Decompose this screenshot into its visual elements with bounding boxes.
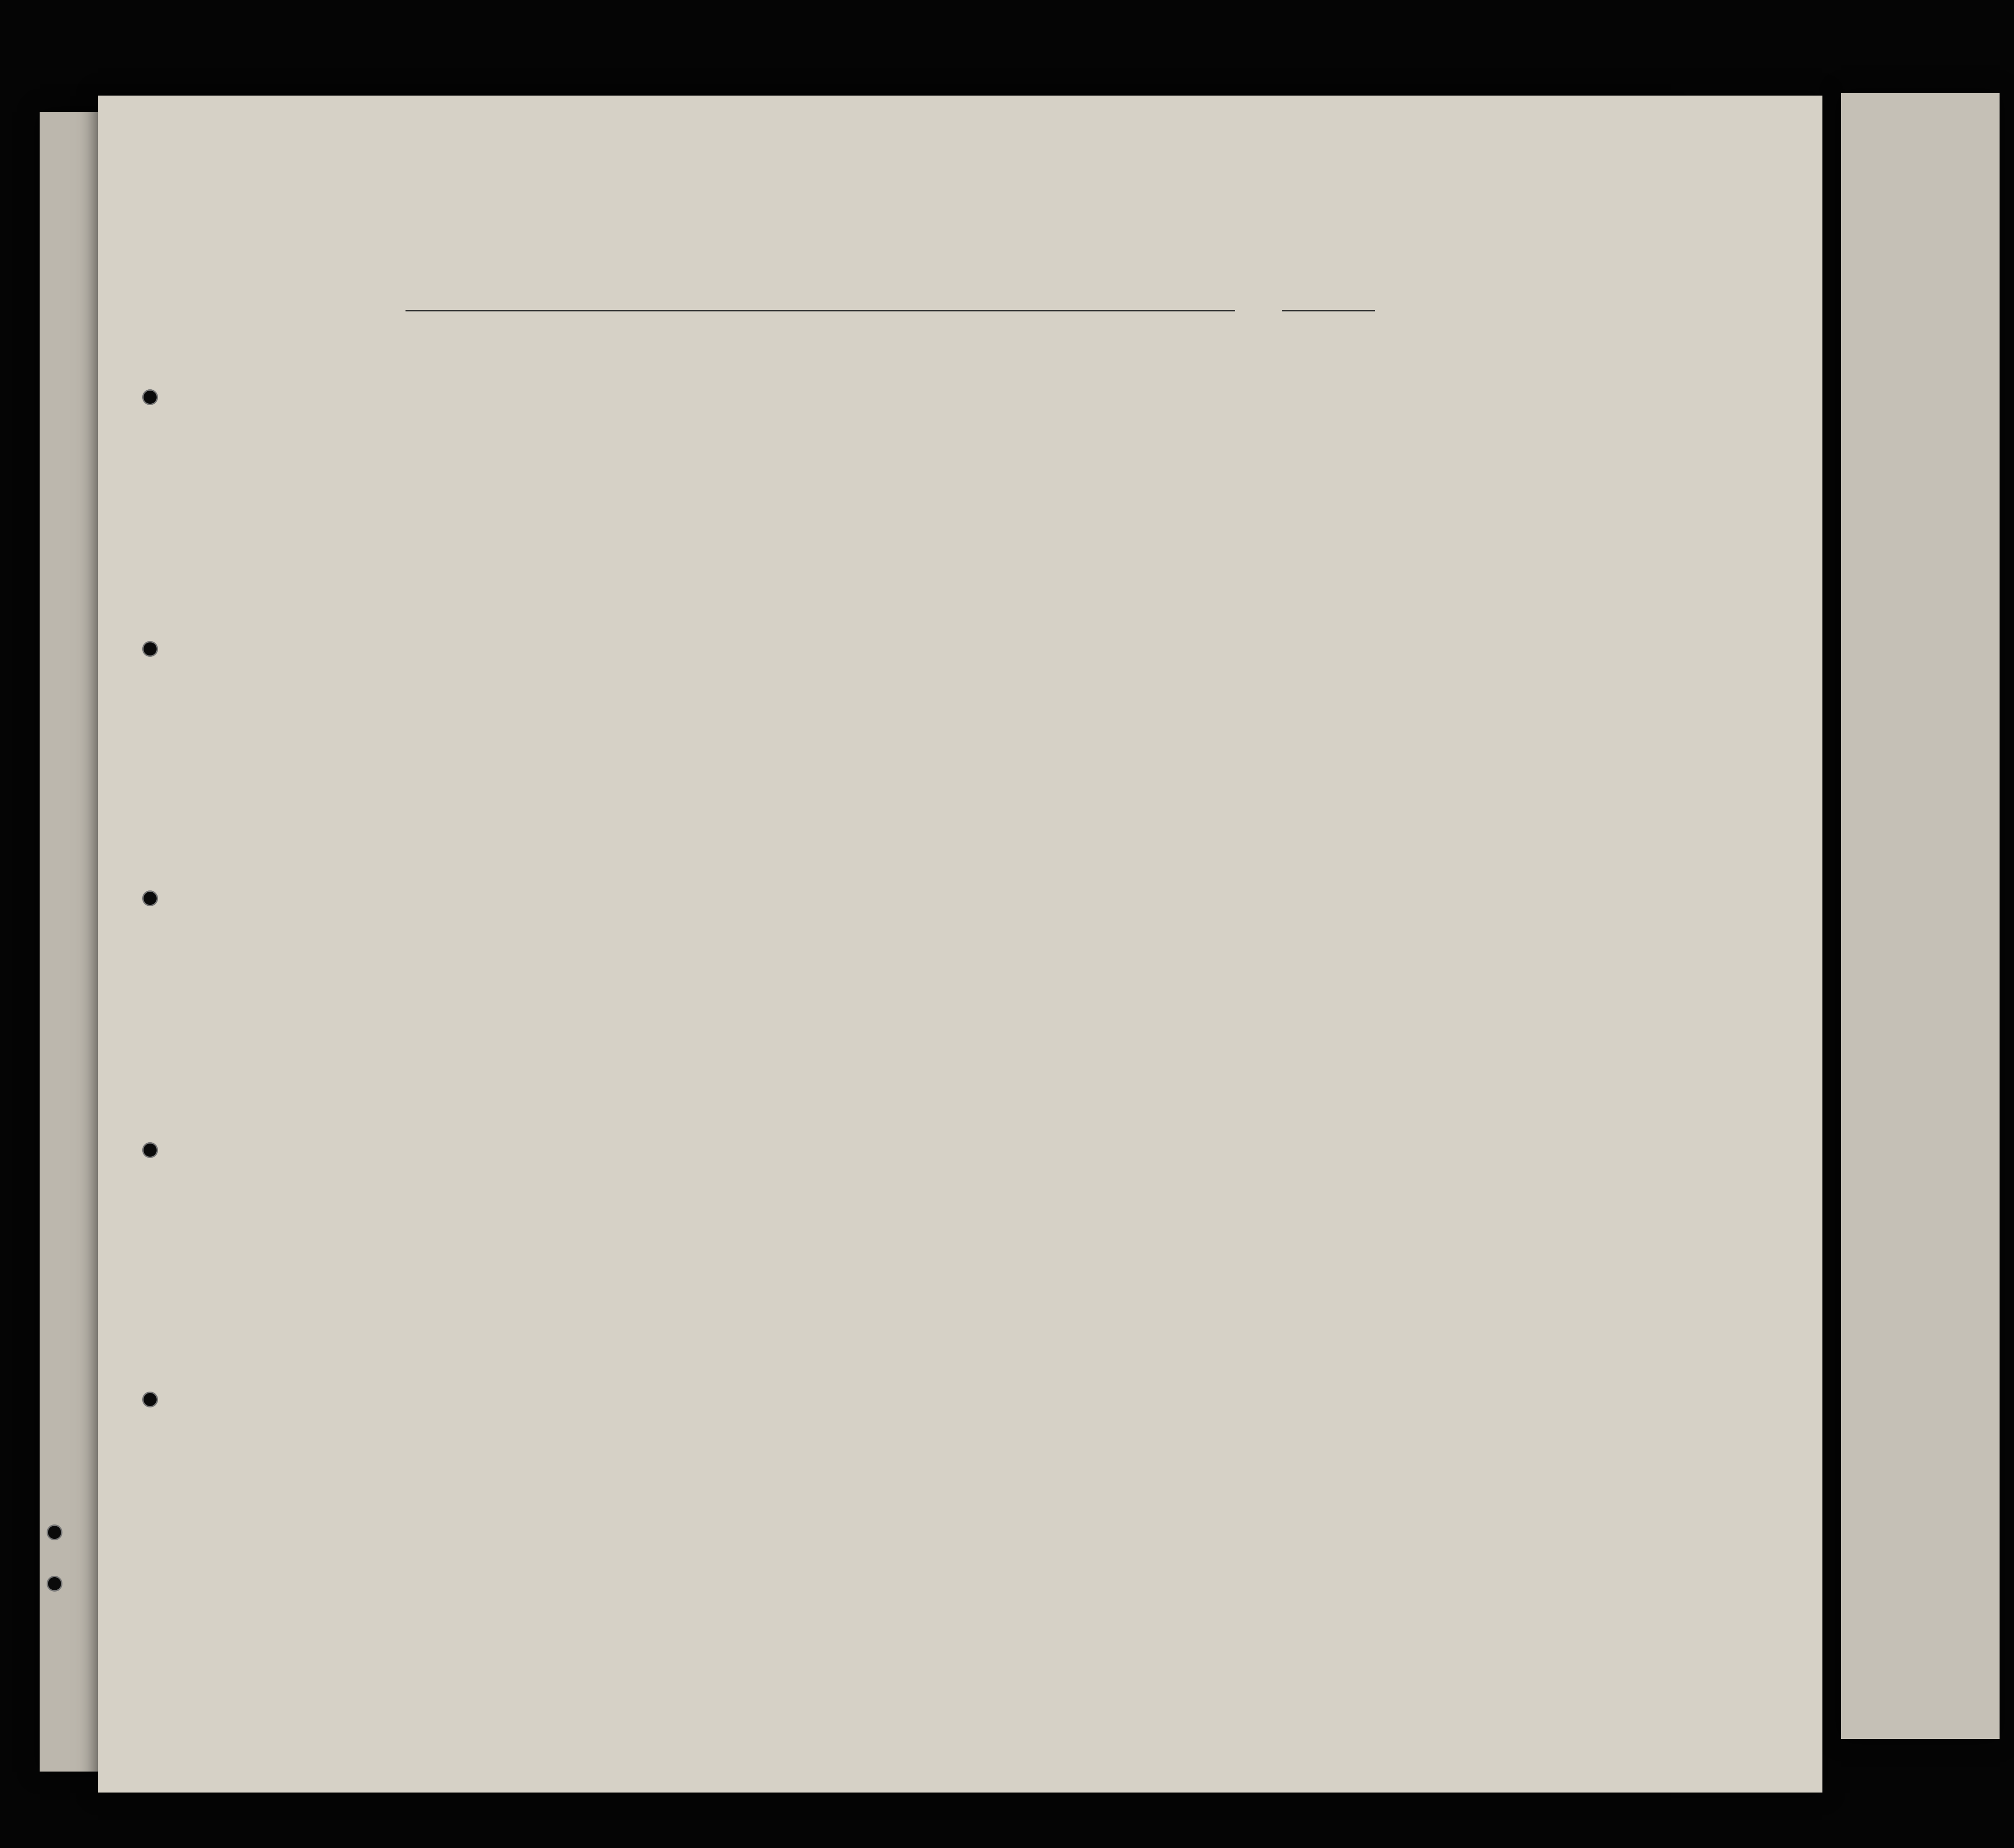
date-underline xyxy=(918,310,1235,311)
punch-hole xyxy=(142,890,158,906)
punch-hole xyxy=(47,1524,62,1540)
punch-hole xyxy=(142,1392,158,1407)
punch-hole xyxy=(142,641,158,657)
punch-hole xyxy=(47,1576,62,1592)
manifest-table xyxy=(135,338,1822,1564)
manifest-page xyxy=(98,96,1822,1793)
punch-hole xyxy=(142,1142,158,1158)
port-underline xyxy=(406,310,1002,311)
punch-hole xyxy=(142,389,158,405)
year-underline xyxy=(1282,310,1375,311)
right-page-edge xyxy=(1841,93,2000,1739)
